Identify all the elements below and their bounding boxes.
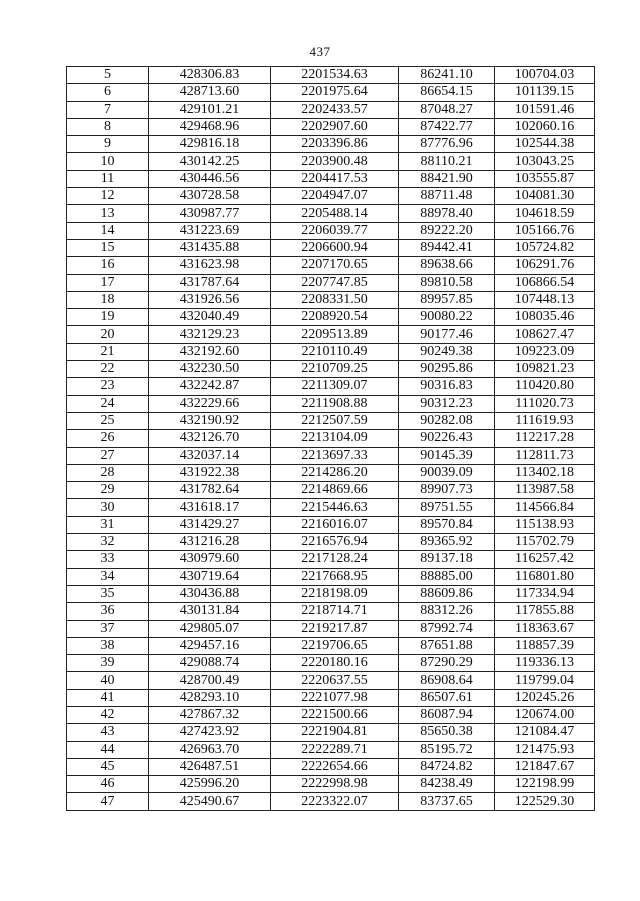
value-c-cell: 90282.08 — [399, 412, 495, 429]
value-a-cell: 425490.67 — [149, 793, 271, 810]
point-index-cell: 29 — [67, 482, 149, 499]
point-index-cell: 43 — [67, 724, 149, 741]
value-a-cell: 427423.92 — [149, 724, 271, 741]
table-row — [67, 672, 595, 689]
point-index-cell: 15 — [67, 239, 149, 256]
point-index-cell: 6 — [67, 84, 149, 101]
value-c-cell: 86241.10 — [399, 67, 495, 84]
value-d-cell: 111020.73 — [495, 395, 595, 412]
value-c-cell: 86654.15 — [399, 84, 495, 101]
point-index-cell: 40 — [67, 672, 149, 689]
value-a-cell: 430987.77 — [149, 205, 271, 222]
value-b-cell: 2223322.07 — [271, 793, 399, 810]
table-row — [67, 343, 595, 360]
value-a-cell: 430979.60 — [149, 551, 271, 568]
value-b-cell: 2208920.54 — [271, 309, 399, 326]
value-c-cell: 84238.49 — [399, 776, 495, 793]
value-a-cell: 431787.64 — [149, 274, 271, 291]
value-d-cell: 116257.42 — [495, 551, 595, 568]
value-d-cell: 121847.67 — [495, 758, 595, 775]
value-a-cell: 430436.88 — [149, 585, 271, 602]
point-index-cell: 38 — [67, 637, 149, 654]
value-b-cell: 2209513.89 — [271, 326, 399, 343]
value-b-cell: 2205488.14 — [271, 205, 399, 222]
table-row — [67, 291, 595, 308]
value-d-cell: 102544.38 — [495, 136, 595, 153]
value-c-cell: 88609.86 — [399, 585, 495, 602]
value-a-cell: 427867.32 — [149, 706, 271, 723]
value-c-cell: 90295.86 — [399, 361, 495, 378]
table-row — [67, 84, 595, 101]
table-body — [67, 67, 595, 811]
value-a-cell: 430728.58 — [149, 188, 271, 205]
table-row — [67, 222, 595, 239]
value-d-cell: 104618.59 — [495, 205, 595, 222]
value-d-cell: 103043.25 — [495, 153, 595, 170]
table-row — [67, 464, 595, 481]
point-index-cell: 47 — [67, 793, 149, 810]
value-c-cell: 90226.43 — [399, 430, 495, 447]
point-index-cell: 22 — [67, 361, 149, 378]
value-c-cell: 89957.85 — [399, 291, 495, 308]
value-c-cell: 89222.20 — [399, 222, 495, 239]
value-a-cell: 428713.60 — [149, 84, 271, 101]
value-d-cell: 109821.23 — [495, 361, 595, 378]
point-index-cell: 35 — [67, 585, 149, 602]
value-d-cell: 122198.99 — [495, 776, 595, 793]
value-c-cell: 89638.66 — [399, 257, 495, 274]
value-a-cell: 426963.70 — [149, 741, 271, 758]
value-d-cell: 106866.54 — [495, 274, 595, 291]
value-d-cell: 121084.47 — [495, 724, 595, 741]
value-d-cell: 118363.67 — [495, 620, 595, 637]
value-c-cell: 87048.27 — [399, 101, 495, 118]
table-row — [67, 706, 595, 723]
coordinate-table — [66, 66, 595, 811]
value-a-cell: 426487.51 — [149, 758, 271, 775]
table-row — [67, 361, 595, 378]
value-a-cell: 432230.50 — [149, 361, 271, 378]
value-d-cell: 118857.39 — [495, 637, 595, 654]
value-a-cell: 430719.64 — [149, 568, 271, 585]
table-row — [67, 188, 595, 205]
point-index-cell: 32 — [67, 534, 149, 551]
value-d-cell: 105166.76 — [495, 222, 595, 239]
value-d-cell: 120674.00 — [495, 706, 595, 723]
table-row — [67, 776, 595, 793]
table-row — [67, 620, 595, 637]
value-d-cell: 101591.46 — [495, 101, 595, 118]
value-b-cell: 2219217.87 — [271, 620, 399, 637]
value-a-cell: 432242.87 — [149, 378, 271, 395]
point-index-cell: 10 — [67, 153, 149, 170]
value-a-cell: 429457.16 — [149, 637, 271, 654]
table-row — [67, 205, 595, 222]
value-b-cell: 2220637.55 — [271, 672, 399, 689]
value-a-cell: 431223.69 — [149, 222, 271, 239]
table-row — [67, 309, 595, 326]
table-row — [67, 482, 595, 499]
value-b-cell: 2221500.66 — [271, 706, 399, 723]
value-d-cell: 119336.13 — [495, 655, 595, 672]
value-d-cell: 114566.84 — [495, 499, 595, 516]
table-row — [67, 170, 595, 187]
value-d-cell: 107448.13 — [495, 291, 595, 308]
value-a-cell: 431782.64 — [149, 482, 271, 499]
point-index-cell: 17 — [67, 274, 149, 291]
value-b-cell: 2213104.09 — [271, 430, 399, 447]
value-a-cell: 431926.56 — [149, 291, 271, 308]
table-row — [67, 741, 595, 758]
point-index-cell: 5 — [67, 67, 149, 84]
value-b-cell: 2202907.60 — [271, 118, 399, 135]
table-row — [67, 274, 595, 291]
value-d-cell: 121475.93 — [495, 741, 595, 758]
value-b-cell: 2222289.71 — [271, 741, 399, 758]
value-c-cell: 90249.38 — [399, 343, 495, 360]
table-row — [67, 637, 595, 654]
point-index-cell: 36 — [67, 603, 149, 620]
value-c-cell: 90039.09 — [399, 464, 495, 481]
value-c-cell: 90312.23 — [399, 395, 495, 412]
value-b-cell: 2202433.57 — [271, 101, 399, 118]
point-index-cell: 41 — [67, 689, 149, 706]
value-b-cell: 2207170.65 — [271, 257, 399, 274]
value-c-cell: 90080.22 — [399, 309, 495, 326]
point-index-cell: 9 — [67, 136, 149, 153]
value-b-cell: 2221904.81 — [271, 724, 399, 741]
value-a-cell: 431922.38 — [149, 464, 271, 481]
value-b-cell: 2201975.64 — [271, 84, 399, 101]
point-index-cell: 39 — [67, 655, 149, 672]
value-a-cell: 432040.49 — [149, 309, 271, 326]
value-b-cell: 2206039.77 — [271, 222, 399, 239]
value-d-cell: 116801.80 — [495, 568, 595, 585]
value-d-cell: 100704.03 — [495, 67, 595, 84]
value-c-cell: 90145.39 — [399, 447, 495, 464]
value-b-cell: 2221077.98 — [271, 689, 399, 706]
table-row — [67, 516, 595, 533]
value-d-cell: 105724.82 — [495, 239, 595, 256]
point-index-cell: 18 — [67, 291, 149, 308]
point-index-cell: 11 — [67, 170, 149, 187]
value-b-cell: 2211908.88 — [271, 395, 399, 412]
value-d-cell: 104081.30 — [495, 188, 595, 205]
value-c-cell: 87422.77 — [399, 118, 495, 135]
point-index-cell: 34 — [67, 568, 149, 585]
value-a-cell: 430131.84 — [149, 603, 271, 620]
point-index-cell: 46 — [67, 776, 149, 793]
value-a-cell: 432037.14 — [149, 447, 271, 464]
value-a-cell: 432126.70 — [149, 430, 271, 447]
table-row — [67, 430, 595, 447]
value-d-cell: 102060.16 — [495, 118, 595, 135]
value-c-cell: 87651.88 — [399, 637, 495, 654]
value-b-cell: 2206600.94 — [271, 239, 399, 256]
value-c-cell: 88110.21 — [399, 153, 495, 170]
value-d-cell: 108627.47 — [495, 326, 595, 343]
value-d-cell: 101139.15 — [495, 84, 595, 101]
value-c-cell: 89907.73 — [399, 482, 495, 499]
value-d-cell: 110420.80 — [495, 378, 595, 395]
value-d-cell: 106291.76 — [495, 257, 595, 274]
value-b-cell: 2215446.63 — [271, 499, 399, 516]
value-b-cell: 2217128.24 — [271, 551, 399, 568]
table-row — [67, 136, 595, 153]
value-c-cell: 83737.65 — [399, 793, 495, 810]
point-index-cell: 27 — [67, 447, 149, 464]
value-d-cell: 108035.46 — [495, 309, 595, 326]
point-index-cell: 16 — [67, 257, 149, 274]
value-c-cell: 89365.92 — [399, 534, 495, 551]
table-row — [67, 378, 595, 395]
value-b-cell: 2220180.16 — [271, 655, 399, 672]
point-index-cell: 42 — [67, 706, 149, 723]
value-b-cell: 2214286.20 — [271, 464, 399, 481]
value-b-cell: 2218714.71 — [271, 603, 399, 620]
value-c-cell: 88978.40 — [399, 205, 495, 222]
value-c-cell: 89137.18 — [399, 551, 495, 568]
value-c-cell: 86087.94 — [399, 706, 495, 723]
value-b-cell: 2222654.66 — [271, 758, 399, 775]
table-row — [67, 689, 595, 706]
value-b-cell: 2211309.07 — [271, 378, 399, 395]
value-b-cell: 2208331.50 — [271, 291, 399, 308]
table-row — [67, 724, 595, 741]
point-index-cell: 23 — [67, 378, 149, 395]
table-row — [67, 655, 595, 672]
value-b-cell: 2204417.53 — [271, 170, 399, 187]
table-row — [67, 153, 595, 170]
value-b-cell: 2203396.86 — [271, 136, 399, 153]
table-row — [67, 118, 595, 135]
value-a-cell: 432192.60 — [149, 343, 271, 360]
value-a-cell: 430446.56 — [149, 170, 271, 187]
value-a-cell: 431618.17 — [149, 499, 271, 516]
table-row — [67, 447, 595, 464]
value-b-cell: 2207747.85 — [271, 274, 399, 291]
value-b-cell: 2201534.63 — [271, 67, 399, 84]
table-row — [67, 326, 595, 343]
value-d-cell: 111619.93 — [495, 412, 595, 429]
point-index-cell: 14 — [67, 222, 149, 239]
point-index-cell: 12 — [67, 188, 149, 205]
table-row — [67, 585, 595, 602]
value-c-cell: 85650.38 — [399, 724, 495, 741]
value-b-cell: 2219706.65 — [271, 637, 399, 654]
point-index-cell: 19 — [67, 309, 149, 326]
point-index-cell: 24 — [67, 395, 149, 412]
value-a-cell: 430142.25 — [149, 153, 271, 170]
value-a-cell: 432129.23 — [149, 326, 271, 343]
value-a-cell: 431435.88 — [149, 239, 271, 256]
value-b-cell: 2204947.07 — [271, 188, 399, 205]
table-row — [67, 395, 595, 412]
value-d-cell: 112811.73 — [495, 447, 595, 464]
value-b-cell: 2216016.07 — [271, 516, 399, 533]
value-c-cell: 87776.96 — [399, 136, 495, 153]
value-b-cell: 2210709.25 — [271, 361, 399, 378]
value-a-cell: 431216.28 — [149, 534, 271, 551]
value-c-cell: 90316.83 — [399, 378, 495, 395]
value-a-cell: 428306.83 — [149, 67, 271, 84]
point-index-cell: 37 — [67, 620, 149, 637]
value-d-cell: 109223.09 — [495, 343, 595, 360]
value-d-cell: 117855.88 — [495, 603, 595, 620]
value-a-cell: 432190.92 — [149, 412, 271, 429]
value-c-cell: 86507.61 — [399, 689, 495, 706]
table-row — [67, 239, 595, 256]
value-c-cell: 86908.64 — [399, 672, 495, 689]
value-d-cell: 115702.79 — [495, 534, 595, 551]
table-row — [67, 603, 595, 620]
value-a-cell: 429101.21 — [149, 101, 271, 118]
point-index-cell: 26 — [67, 430, 149, 447]
value-b-cell: 2216576.94 — [271, 534, 399, 551]
value-d-cell: 117334.94 — [495, 585, 595, 602]
table-row — [67, 534, 595, 551]
value-b-cell: 2212507.59 — [271, 412, 399, 429]
point-index-cell: 44 — [67, 741, 149, 758]
point-index-cell: 30 — [67, 499, 149, 516]
value-c-cell: 89442.41 — [399, 239, 495, 256]
value-a-cell: 428700.49 — [149, 672, 271, 689]
value-d-cell: 122529.30 — [495, 793, 595, 810]
value-d-cell: 115138.93 — [495, 516, 595, 533]
table-row — [67, 551, 595, 568]
value-c-cell: 90177.46 — [399, 326, 495, 343]
page-number: 437 — [309, 44, 331, 59]
table-row — [67, 499, 595, 516]
value-c-cell: 87290.29 — [399, 655, 495, 672]
point-index-cell: 7 — [67, 101, 149, 118]
point-index-cell: 20 — [67, 326, 149, 343]
point-index-cell: 45 — [67, 758, 149, 775]
value-a-cell: 429816.18 — [149, 136, 271, 153]
value-b-cell: 2213697.33 — [271, 447, 399, 464]
value-c-cell: 88711.48 — [399, 188, 495, 205]
value-a-cell: 429805.07 — [149, 620, 271, 637]
table-row — [67, 412, 595, 429]
value-c-cell: 89570.84 — [399, 516, 495, 533]
table-row — [67, 758, 595, 775]
point-index-cell: 8 — [67, 118, 149, 135]
value-b-cell: 2222998.98 — [271, 776, 399, 793]
value-a-cell: 429468.96 — [149, 118, 271, 135]
value-c-cell: 88885.00 — [399, 568, 495, 585]
table-row — [67, 568, 595, 585]
value-c-cell: 88312.26 — [399, 603, 495, 620]
value-a-cell: 429088.74 — [149, 655, 271, 672]
value-b-cell: 2210110.49 — [271, 343, 399, 360]
value-c-cell: 87992.74 — [399, 620, 495, 637]
value-b-cell: 2214869.66 — [271, 482, 399, 499]
value-a-cell: 432229.66 — [149, 395, 271, 412]
table-row — [67, 257, 595, 274]
table-row — [67, 101, 595, 118]
point-index-cell: 25 — [67, 412, 149, 429]
value-c-cell: 89810.58 — [399, 274, 495, 291]
value-c-cell: 88421.90 — [399, 170, 495, 187]
value-a-cell: 428293.10 — [149, 689, 271, 706]
value-d-cell: 120245.26 — [495, 689, 595, 706]
value-a-cell: 431429.27 — [149, 516, 271, 533]
value-b-cell: 2217668.95 — [271, 568, 399, 585]
value-c-cell: 85195.72 — [399, 741, 495, 758]
value-c-cell: 84724.82 — [399, 758, 495, 775]
value-a-cell: 425996.20 — [149, 776, 271, 793]
table-row — [67, 67, 595, 84]
point-index-cell: 31 — [67, 516, 149, 533]
value-d-cell: 112217.28 — [495, 430, 595, 447]
point-index-cell: 28 — [67, 464, 149, 481]
value-d-cell: 119799.04 — [495, 672, 595, 689]
value-d-cell: 113402.18 — [495, 464, 595, 481]
table-row — [67, 793, 595, 810]
value-d-cell: 113987.58 — [495, 482, 595, 499]
value-b-cell: 2203900.48 — [271, 153, 399, 170]
value-d-cell: 103555.87 — [495, 170, 595, 187]
point-index-cell: 13 — [67, 205, 149, 222]
value-a-cell: 431623.98 — [149, 257, 271, 274]
value-c-cell: 89751.55 — [399, 499, 495, 516]
point-index-cell: 33 — [67, 551, 149, 568]
point-index-cell: 21 — [67, 343, 149, 360]
value-b-cell: 2218198.09 — [271, 585, 399, 602]
